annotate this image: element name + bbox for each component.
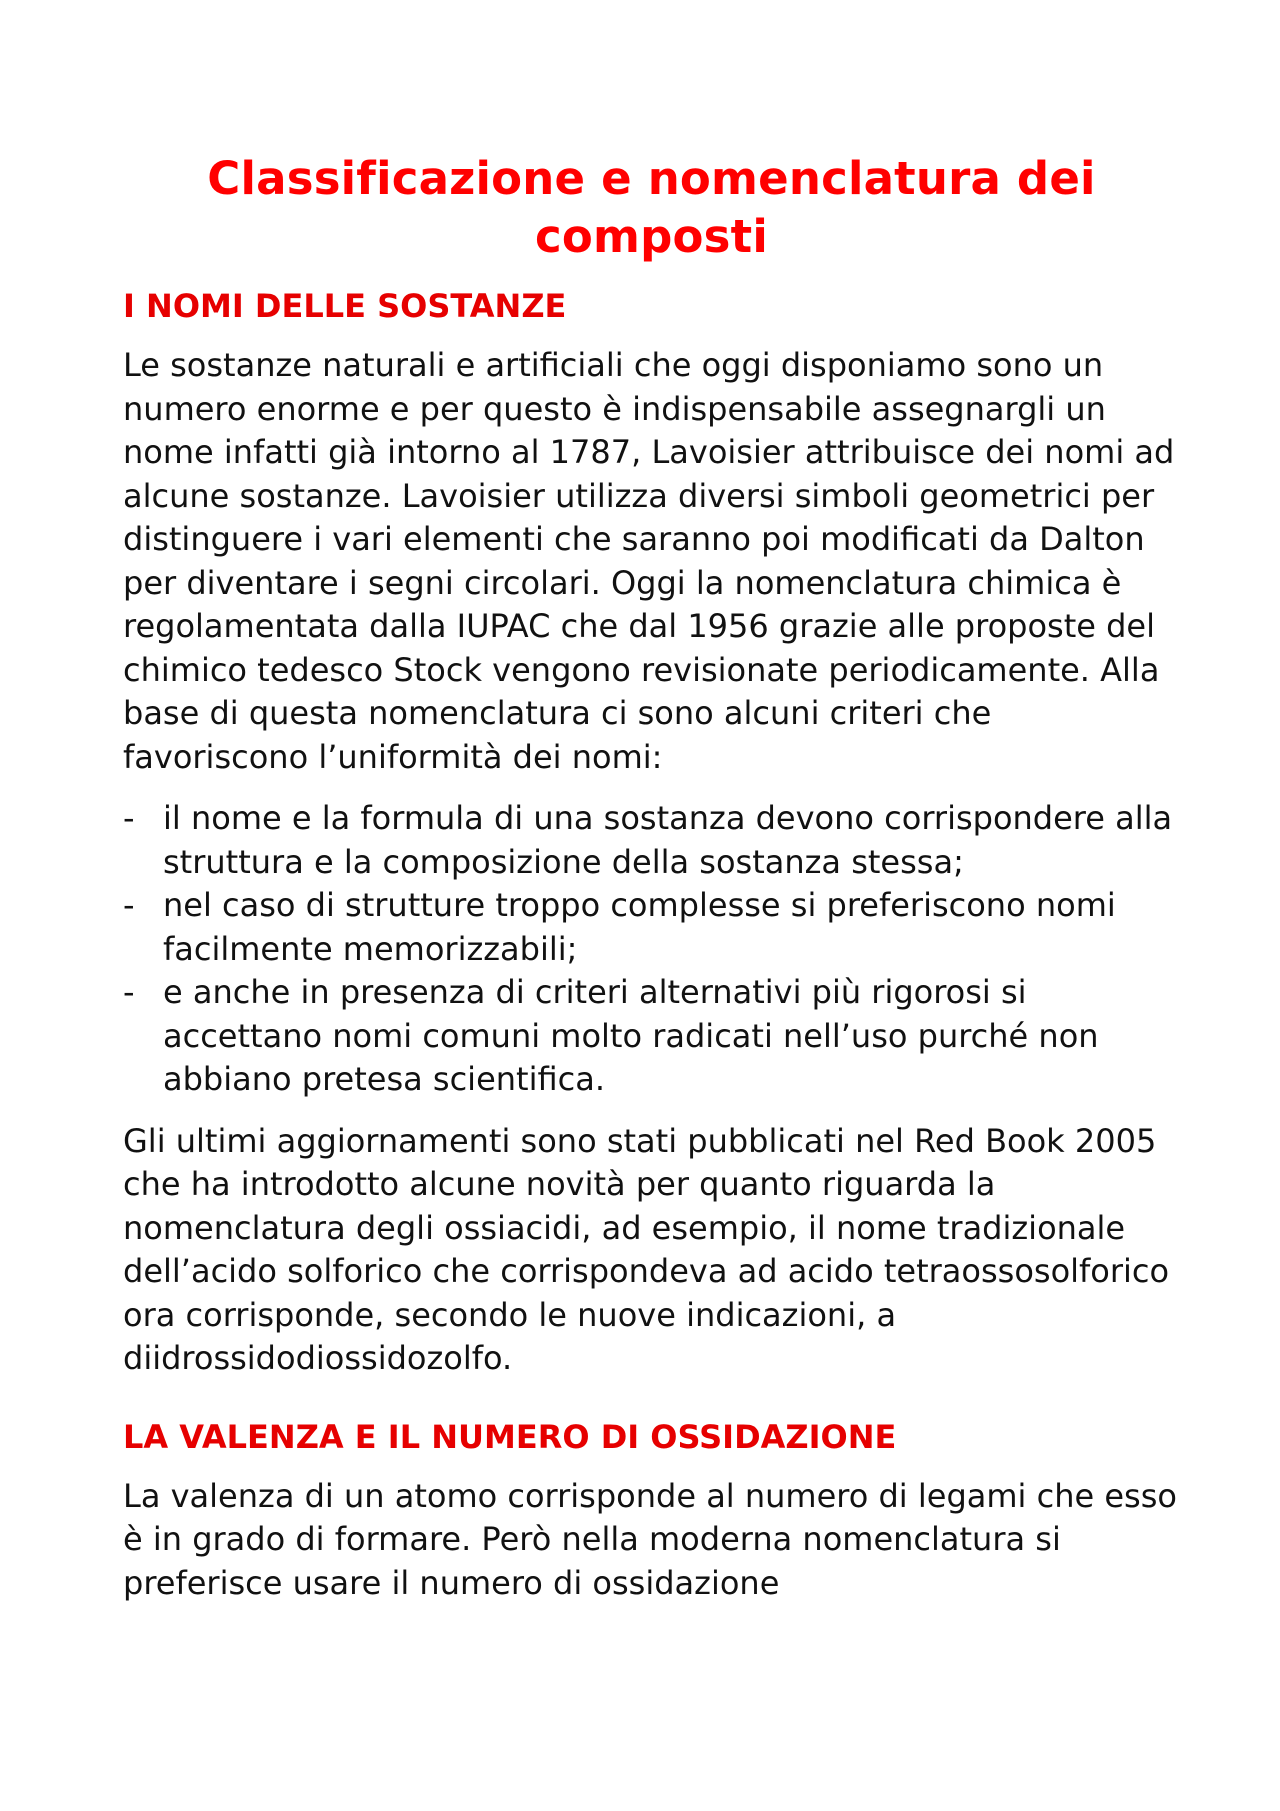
bullet-dash: - <box>123 973 135 1011</box>
paragraph-valenza: La valenza di un atomo corrisponde al numero di legami che esso è in grado di formare. Però nella moderna nomenclatura si preferisce usare il numero di ossidazione <box>123 1476 1177 1602</box>
paragraph-red-book: Gli ultimi aggiornamenti sono stati pubblicati nel Red Book 2005 che ha introdotto alcune novità per quanto riguarda la nomenclatura degli ossiacidi, ad esempio, il nome tradizionale dell’acido solforico che corrispondeva ad acido tetraossosolforico ora corrisponde, secondo le nuove indicazioni, a diidrossidodiossidozolfo. <box>123 1121 1170 1377</box>
list-item-text: il nome e la formula di una sostanza devono corrispondere alla struttura e la composizione della sostanza stessa; <box>163 799 1173 881</box>
list-item-text: e anche in presenza di criteri alternativi più rigorosi si accettano nomi comuni molto radicati nell’uso purché non abbiano pretesa scientifica. <box>163 973 1099 1098</box>
list-item <box>123 971 1180 1102</box>
document-title: Classificazione e nomenclatura dei composti <box>207 152 1096 263</box>
list-item-text: nel caso di strutture troppo complesse si preferiscono nomi facilmente memorizzabili; <box>163 886 1116 968</box>
paragraph-intro: Le sostanze naturali e artificiali che oggi disponiamo sono un numero enorme e per questo è indispensabile assegnargli un nome infatti già intorno al 1787, Lavoisier attribuisce dei nomi ad alcune sostanze. Lavoisier utilizza diversi simboli geometrici per distinguere i vari elementi che saranno poi modificati da Dalton per diventare i segni circolari. Oggi la nomenclatura chimica è regolamentata dalla IUPAC che dal 1956 grazie alle proposte del chimico tedesco Stock vengono revisionate periodicamente. Alla base di questa nomenclatura ci sono alcuni criteri che favoriscono l’uniformità dei nomi: <box>123 346 1175 776</box>
list-item <box>123 797 1180 884</box>
criteria-list <box>123 797 1180 1102</box>
section-heading-valenza: LA VALENZA E IL NUMERO DI OSSIDAZIONE <box>123 1417 897 1456</box>
bullet-dash: - <box>123 886 135 924</box>
bullet-dash: - <box>123 799 135 837</box>
list-item <box>123 884 1180 971</box>
section-heading-nomi-sostanze: I NOMI DELLE SOSTANZE <box>123 287 567 325</box>
